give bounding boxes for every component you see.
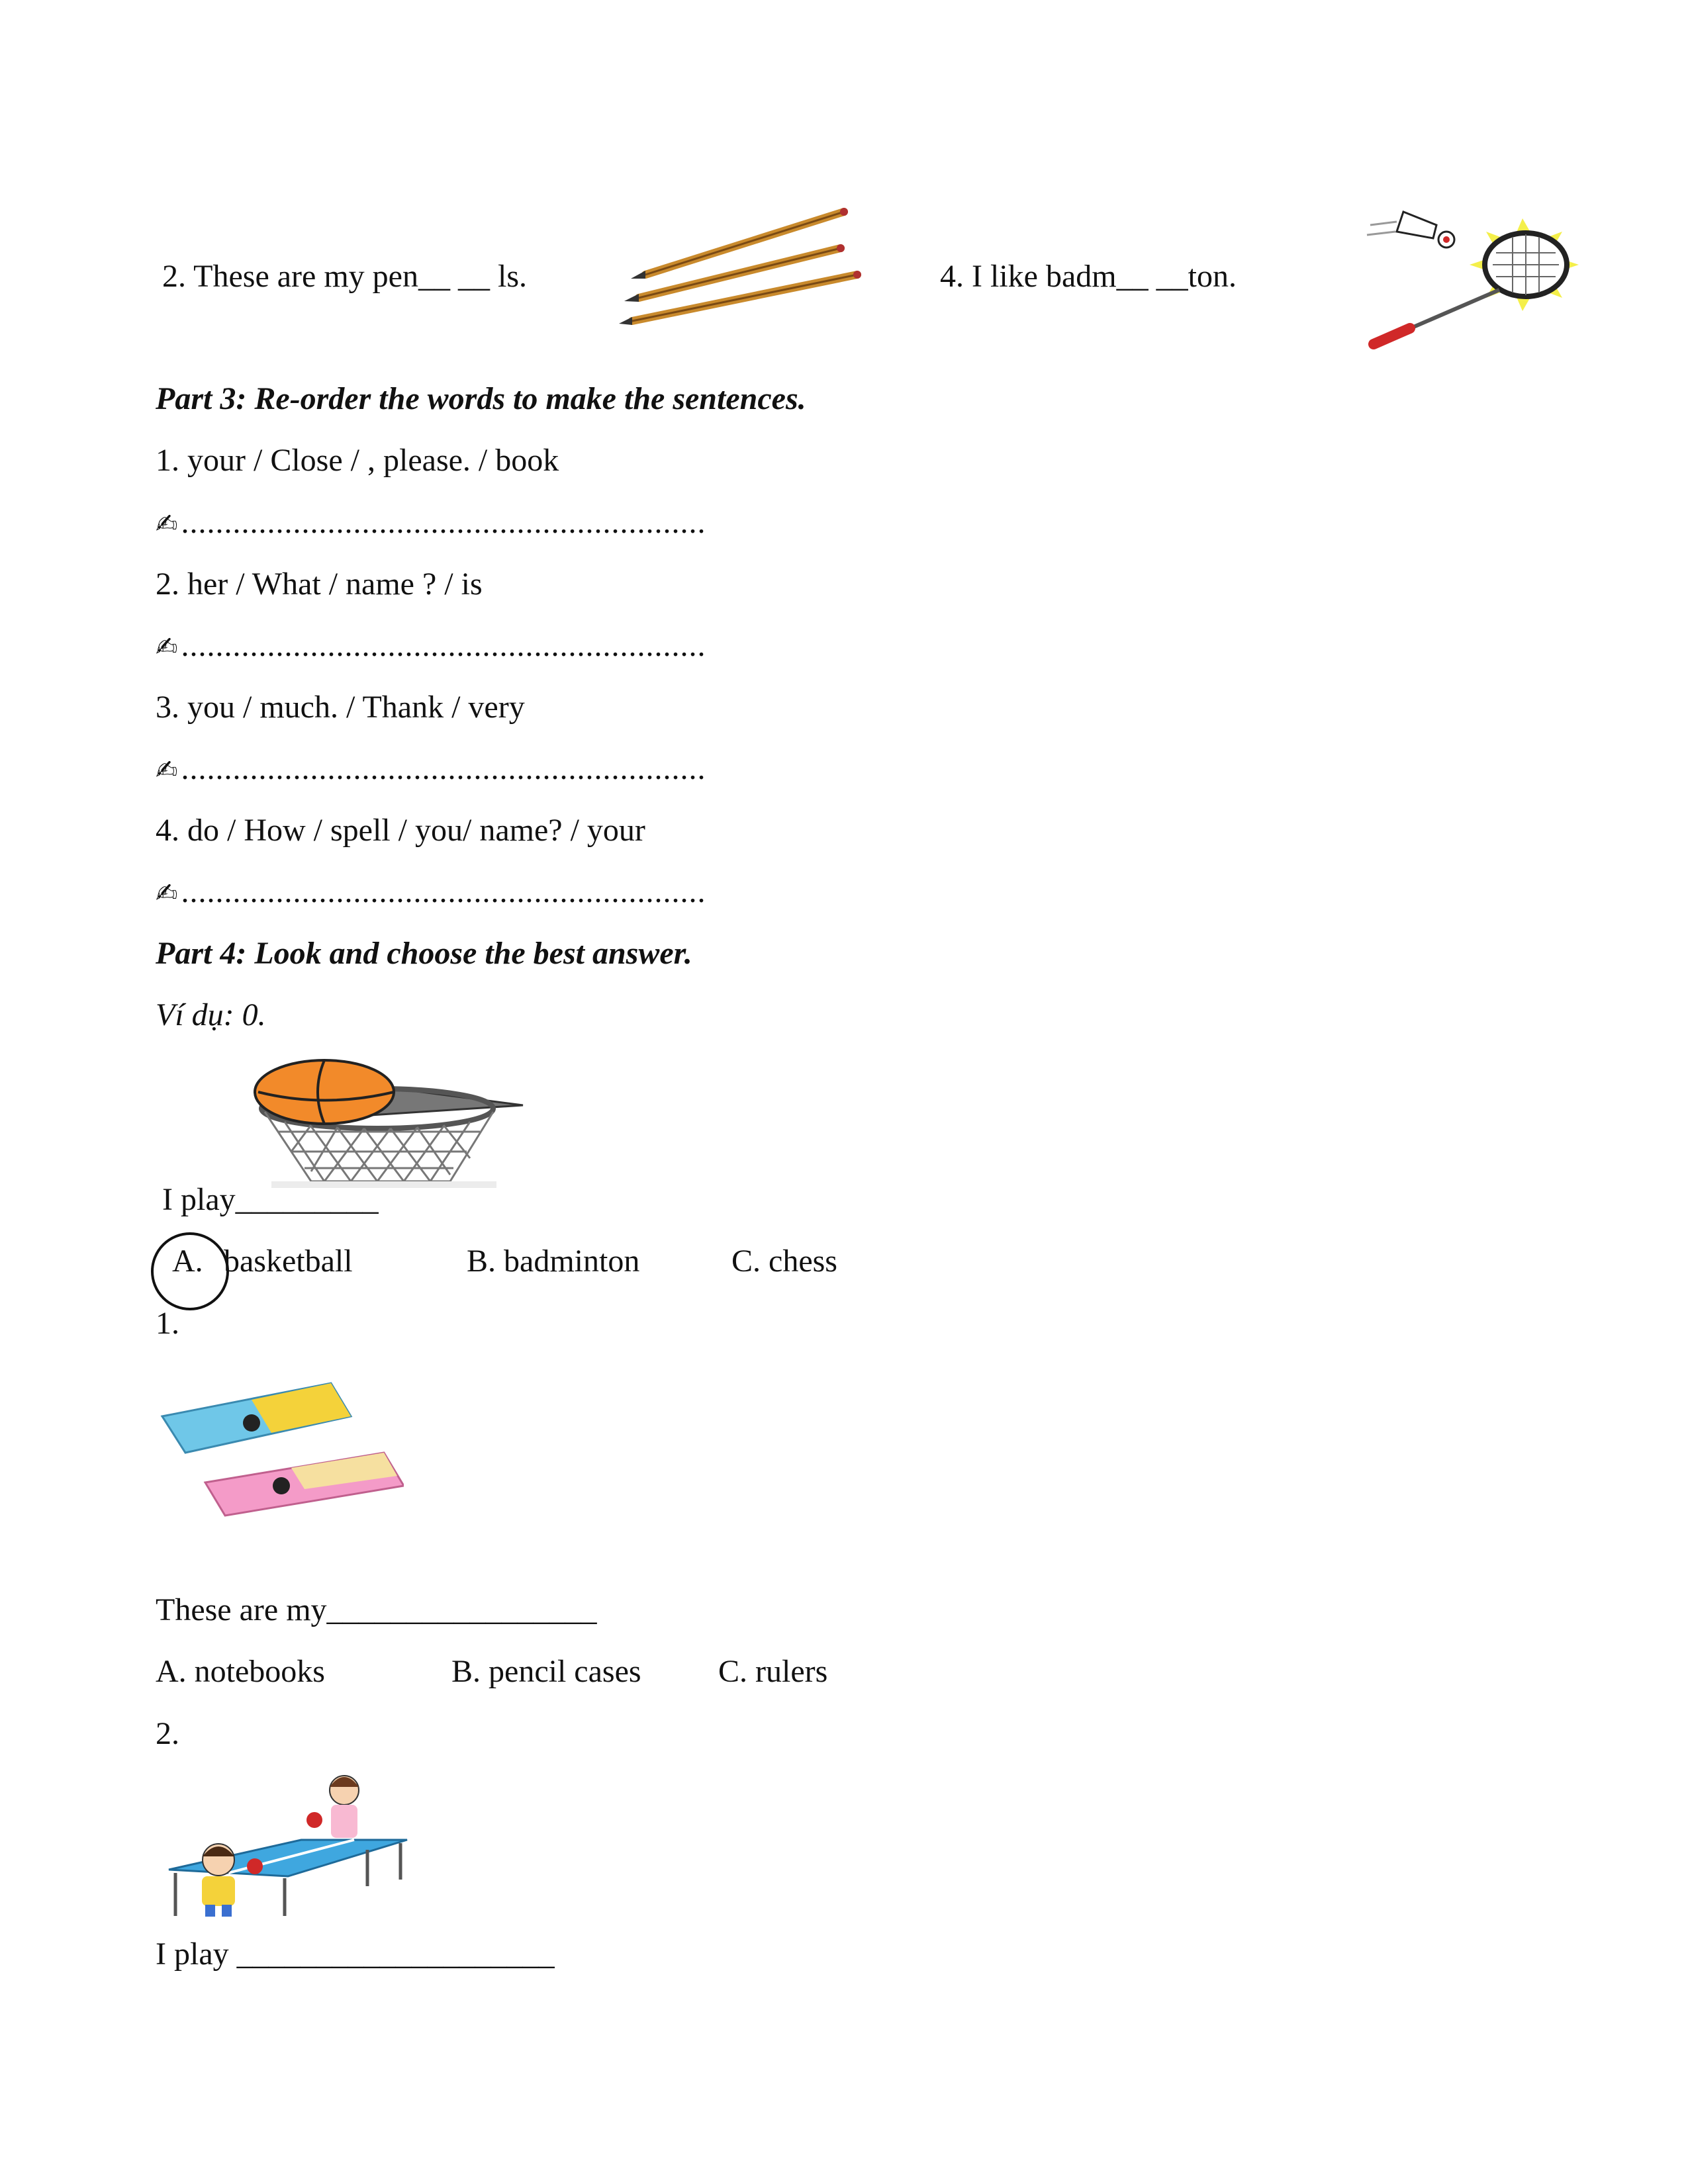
table-tennis-picture [156, 1767, 414, 1919]
answer-circle-mark [151, 1232, 229, 1310]
part3-item1-answer-line: ✍............................................................. [156, 505, 706, 540]
part3-item3-prompt: 3. you / much. / Thank / very [156, 690, 525, 725]
pencils-picture [619, 202, 864, 328]
q1-number: 1. [156, 1306, 179, 1341]
pen-icon: ✍ [156, 755, 179, 786]
q1-option-c: C. rulers [718, 1654, 828, 1689]
part3-heading: Part 3: Re-order the words to make the sentences. [156, 381, 806, 416]
example-option-a-letter: A. [172, 1244, 203, 1279]
part3-item4-answer-line: ✍............................................................. [156, 874, 706, 909]
part2-item4: 4. I like badm__ __ton. [940, 259, 1237, 294]
basketball-hoop-picture [252, 1059, 530, 1191]
pen-icon: ✍ [156, 632, 179, 662]
part3-item4-prompt: 4. do / How / spell / you/ name? / your [156, 813, 645, 848]
example-option-b: B. badminton [467, 1244, 640, 1279]
example-sentence: I play_________ [162, 1182, 379, 1217]
part3-item3-answer-line: ✍............................................................. [156, 751, 706, 786]
part3-item2-answer-line: ✍............................................................. [156, 628, 706, 663]
q1-sentence: These are my_________________ [156, 1592, 597, 1627]
part3-item2-prompt: 2. her / What / name ? / is [156, 567, 483, 602]
pencil-cases-picture [159, 1377, 404, 1522]
q2-number: 2. [156, 1716, 179, 1751]
example-label: Ví dụ: 0. [156, 997, 266, 1032]
part4-heading: Part 4: Look and choose the best answer. [156, 936, 692, 971]
part2-item2: 2. These are my pen__ __ ls. [162, 259, 527, 294]
pen-icon: ✍ [156, 509, 179, 539]
badminton-racket-picture [1357, 205, 1582, 351]
q2-sentence: I play ____________________ [156, 1936, 555, 1972]
q1-option-b: B. pencil cases [451, 1654, 641, 1689]
pen-icon: ✍ [156, 878, 179, 909]
example-option-c: C. chess [731, 1244, 837, 1279]
example-option-a-text: basketball [224, 1244, 353, 1279]
q1-option-a: A. notebooks [156, 1654, 325, 1689]
part3-item1-prompt: 1. your / Close / , please. / book [156, 443, 559, 478]
